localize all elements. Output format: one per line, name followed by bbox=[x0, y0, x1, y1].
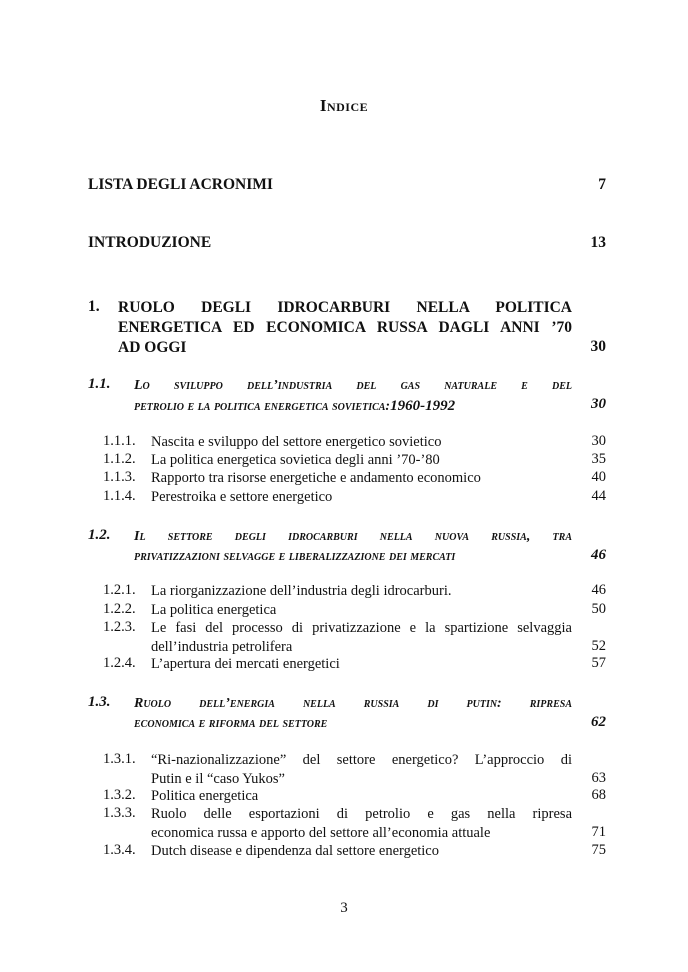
subsection-title: Nascita e sviluppo del settore energetico sovietico bbox=[151, 434, 442, 450]
section-title-line bbox=[134, 396, 572, 417]
toc-page-number: 57 bbox=[591, 655, 606, 671]
subsection-title: Ruolo delle esportazioni di petrolio e gas nella ripresa bbox=[151, 806, 572, 822]
toc-page-number: 68 bbox=[591, 787, 606, 803]
toc-page-number: 52 bbox=[591, 638, 606, 654]
toc-page-number: 50 bbox=[591, 601, 606, 617]
toc-page-number: 71 bbox=[591, 824, 606, 840]
subsection-title: La riorganizzazione dell’industria degli idrocarburi. bbox=[151, 583, 452, 599]
subsection-title: Le fasi del processo di privatizzazione e la spartizione selvaggia bbox=[151, 620, 572, 636]
section-title-line: Ruolo dell’energia nella russia di putin: ripresa bbox=[134, 696, 572, 711]
toc-page-number: 40 bbox=[591, 469, 606, 485]
subsection-title: Dutch disease e dipendenza dal settore energetico bbox=[151, 843, 439, 859]
toc-page-number: 46 bbox=[591, 547, 606, 563]
toc-entry-label: LISTA DEGLI ACRONIMI bbox=[88, 176, 273, 193]
page-number: 3 bbox=[340, 900, 348, 916]
subsection-title-continued: dell’industria petrolifera bbox=[151, 639, 293, 655]
subsection-number: 1.2.3. bbox=[103, 619, 136, 635]
subsection-title: L’apertura dei mercati energetici bbox=[151, 656, 340, 672]
subsection-number: 1.1.4. bbox=[103, 488, 136, 504]
subsection-number: 1.1.3. bbox=[103, 469, 136, 485]
chapter-title-line: RUOLO DEGLI IDROCARBURI NELLA POLITICA bbox=[118, 299, 572, 316]
chapter-title-line: ENERGETICA ED ECONOMICA RUSSA DAGLI ANNI ’70 bbox=[118, 319, 572, 336]
section-title-years: 1960-1992 bbox=[390, 398, 456, 414]
subsection-title-continued: Putin e il “caso Yukos” bbox=[151, 771, 285, 787]
section-title-text: petrolio e la politica energetica sovietica: bbox=[134, 399, 391, 414]
section-title-line: Il settore degli idrocarburi nella nuova russia, tra bbox=[134, 529, 572, 544]
subsection-title: La politica energetica bbox=[151, 602, 277, 618]
toc-page-number: 30 bbox=[590, 338, 606, 355]
subsection-number: 1.3.3. bbox=[103, 805, 136, 821]
subsection-number: 1.1.2. bbox=[103, 451, 136, 467]
toc-page-number: 7 bbox=[598, 176, 606, 193]
section-title-line: Lo sviluppo dell’industria del gas naturale e del bbox=[134, 378, 572, 393]
subsection-number: 1.2.1. bbox=[103, 582, 136, 598]
chapter-number: 1. bbox=[88, 298, 100, 315]
section-number: 1.2. bbox=[88, 527, 111, 543]
toc-page-number: 44 bbox=[591, 488, 606, 504]
subsection-number: 1.2.2. bbox=[103, 601, 136, 617]
section-title-line: privatizzazioni selvagge e liberalizzazione dei mercati bbox=[134, 549, 456, 564]
toc-page-number: 13 bbox=[590, 234, 606, 251]
subsection-title: Rapporto tra risorse energetiche e andamento economico bbox=[151, 470, 481, 486]
page-title: Indice bbox=[319, 96, 369, 115]
subsection-title: “Ri-nazionalizzazione” del settore energetico? L’approccio di bbox=[151, 752, 572, 768]
toc-page-number: 62 bbox=[591, 714, 606, 730]
subsection-title: La politica energetica sovietica degli anni ’70-’80 bbox=[151, 452, 440, 468]
toc-page-number: 46 bbox=[591, 582, 606, 598]
toc-page-number: 30 bbox=[591, 433, 606, 449]
section-number: 1.1. bbox=[88, 376, 111, 392]
toc-page-number: 75 bbox=[591, 842, 606, 858]
section-number: 1.3. bbox=[88, 694, 111, 710]
toc-page-number: 30 bbox=[591, 396, 606, 412]
toc-page-number: 63 bbox=[591, 770, 606, 786]
subsection-title-continued: economica russa e apporto del settore all’economia attuale bbox=[151, 825, 491, 841]
subsection-number: 1.1.1. bbox=[103, 433, 136, 449]
toc-page-number: 35 bbox=[591, 451, 606, 467]
subsection-title: Perestroika e settore energetico bbox=[151, 489, 333, 505]
subsection-number: 1.3.1. bbox=[103, 751, 136, 767]
subsection-number: 1.3.2. bbox=[103, 787, 136, 803]
subsection-number: 1.2.4. bbox=[103, 655, 136, 671]
toc-entry-label: INTRODUZIONE bbox=[88, 234, 212, 251]
section-title-line: economica e riforma del settore bbox=[134, 716, 328, 731]
subsection-number: 1.3.4. bbox=[103, 842, 136, 858]
chapter-title-line: AD OGGI bbox=[118, 339, 187, 356]
subsection-title: Politica energetica bbox=[151, 788, 259, 804]
